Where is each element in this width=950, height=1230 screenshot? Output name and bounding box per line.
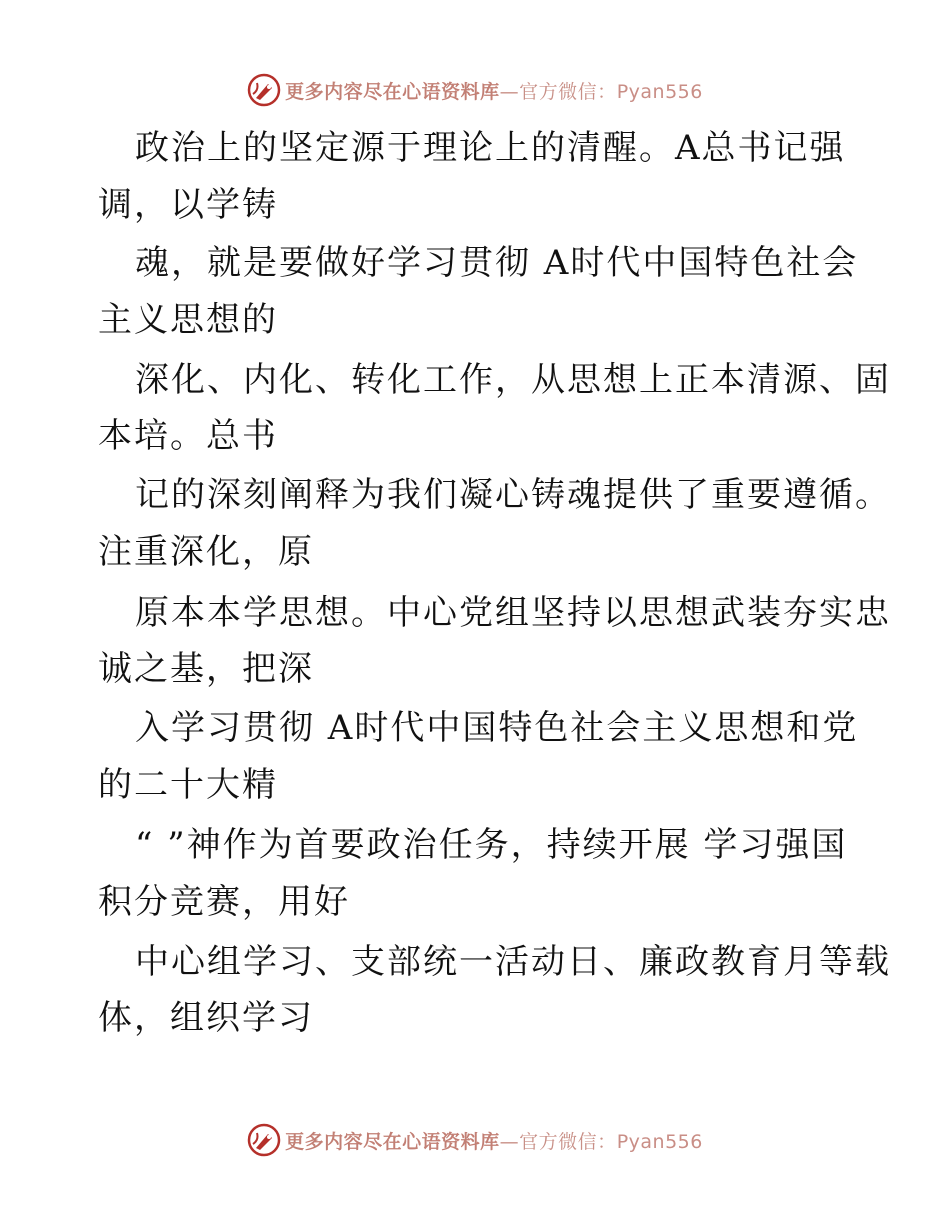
watermark-wechat-id: Pyan556: [616, 1130, 703, 1153]
text-line: “ ”神作为首要政治任务，持续开展 学习强国: [135, 825, 848, 865]
watermark-dash: —: [499, 1130, 520, 1153]
text-line: 体，组织学习: [98, 998, 314, 1038]
text-line: 入学习贯彻 A时代中国特色社会主义思想和党: [135, 708, 859, 748]
text-line: 主义思想的: [98, 300, 278, 340]
text-line: 调，以学铸: [98, 185, 278, 225]
watermark-wechat-id: Pyan556: [616, 80, 703, 103]
text-line: 政治上的坚定源于理论上的清醒。A总书记强: [135, 128, 846, 168]
pen-nib-logo-icon: [247, 73, 281, 107]
pen-nib-logo-icon: [247, 1123, 281, 1157]
watermark-dash: —: [499, 80, 520, 103]
text-line: 的二十大精: [98, 765, 278, 805]
text-line: 原本本学思想。中心党组坚持以思想武装夯实忠: [135, 593, 891, 633]
watermark-label: 官方微信：: [519, 80, 617, 103]
text-line: 记的深刻阐释为我们凝心铸魂提供了重要遵循。: [135, 475, 891, 515]
text-line: 注重深化，原: [98, 532, 314, 572]
watermark-brand: 更多内容尽在心语资料库: [285, 1130, 500, 1153]
text-line: 深化、内化、转化工作，从思想上正本清源、固: [135, 360, 891, 400]
text-line: 本培。总书: [98, 416, 278, 456]
text-line: 积分竞赛，用好: [98, 882, 350, 922]
text-line: 魂，就是要做好学习贯彻 A时代中国特色社会: [135, 243, 859, 283]
text-line: 诚之基，把深: [98, 649, 314, 689]
watermark-text: [285, 77, 703, 104]
watermark-text: [285, 1127, 703, 1154]
header-watermark: [0, 70, 950, 110]
watermark-label: 官方微信：: [519, 1130, 617, 1153]
text-line: 中心组学习、支部统一活动日、廉政教育月等载: [135, 942, 891, 982]
footer-watermark: [0, 1120, 950, 1160]
watermark-brand: 更多内容尽在心语资料库: [285, 80, 500, 103]
